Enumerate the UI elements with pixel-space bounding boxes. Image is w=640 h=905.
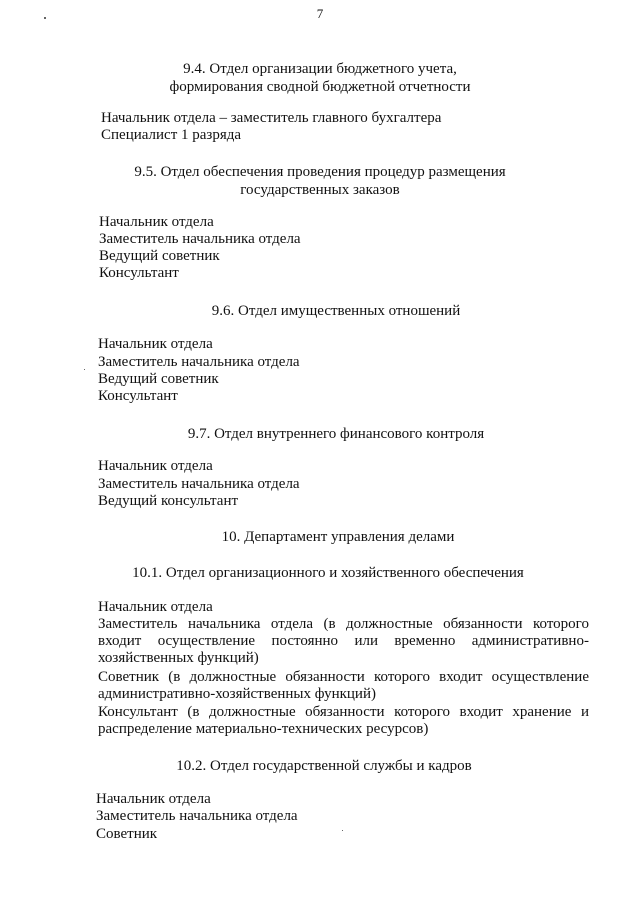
word: или [354,633,378,649]
section-9-6-item: Заместитель начальника отдела [98,354,300,370]
word: временно [394,633,456,649]
word: должностные [208,704,296,720]
section-10-1-item: распределение материально-технических ресурсов) [98,721,429,737]
section-9-6-title: 9.6. Отдел имущественных отношений [211,303,461,319]
word: обязанности [285,669,365,685]
section-10-1-item-justified [98,633,589,650]
section-9-4-title-line1: 9.4. Отдел организации бюджетного учета, [183,61,457,77]
section-9-6-item: Ведущий советник [98,371,219,387]
section-9-5-item: Заместитель начальника отдела [99,231,301,247]
word: отдела [270,616,314,632]
word: постоянно [271,633,339,649]
scan-speck [44,17,46,19]
word: осуществление [491,669,589,685]
section-10-title: 10. Департамент управления делами [221,529,455,545]
section-10-2-item: Заместитель начальника отдела [96,808,298,824]
word: должностные [346,616,433,632]
section-9-6-item: Начальник отдела [98,336,213,352]
word: которого [533,616,589,632]
section-9-5-title-line1: 9.5. Отдел обеспечения проведения процедур размещения [134,164,506,180]
section-10-1-item: хозяйственных функций) [98,650,259,666]
section-9-7-title: 9.7. Отдел внутреннего финансового контроля [187,426,485,442]
word: (в [168,669,181,685]
word: Консультант [98,704,178,720]
section-10-1-title: 10.1. Отдел организационного и хозяйственного обеспечения [132,565,524,581]
section-10-2-item: Начальник отдела [96,791,211,807]
section-9-5-title-line2: государственных заказов [240,182,400,198]
word: обязанности [443,616,523,632]
scan-speck [342,830,343,831]
word: входит [459,704,503,720]
word: административно- [471,633,589,649]
section-10-1-item: Начальник отдела [98,599,213,615]
word: должностные [189,669,277,685]
word: начальника [187,616,261,632]
section-10-2-title: 10.2. Отдел государственной службы и кадров [176,758,472,774]
section-10-1-item-justified [98,616,589,633]
section-10-1-item-justified [98,704,589,721]
word: которого [394,704,451,720]
word: Заместитель [98,616,178,632]
word: (в [323,616,336,632]
section-9-4-title-line2: формирования сводной бюджетной отчетности [169,79,471,95]
word: и [580,704,589,720]
section-9-7-item: Заместитель начальника отдела [98,476,300,492]
section-9-6-item: Консультант [98,388,178,404]
section-9-4-item: Начальник отдела – заместитель главного бухгалтера [101,110,442,126]
word: обязанности [305,704,385,720]
section-9-5-item: Ведущий советник [99,248,220,264]
page-number: 7 [316,6,324,21]
word: входит [439,669,483,685]
word: входит [98,633,142,649]
section-9-4-item: Специалист 1 разряда [101,127,242,143]
section-9-5-item: Консультант [99,265,179,281]
word: Советник [98,669,160,685]
section-9-5-item: Начальник отдела [99,214,214,230]
word: (в [187,704,200,720]
section-9-7-item: Начальник отдела [98,458,213,474]
word: которого [373,669,430,685]
section-9-7-item: Ведущий консультант [98,493,239,509]
word: хранение [512,704,572,720]
scan-speck [84,369,85,370]
section-10-1-item-justified [98,669,589,686]
section-10-1-item: административно-хозяйственных функций) [98,686,376,702]
section-10-2-item: Советник [96,826,158,842]
word: осуществление [157,633,256,649]
